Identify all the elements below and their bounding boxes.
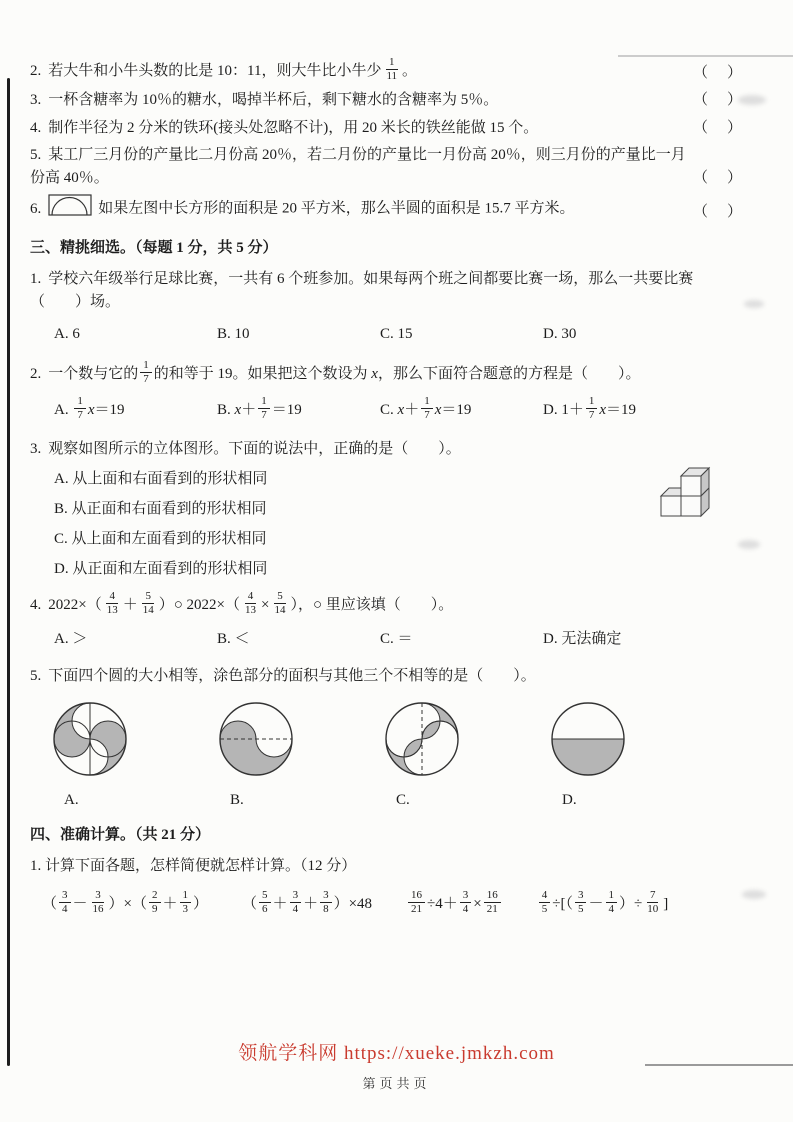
- option-a: A. 从上面和右面看到的形状相同: [54, 470, 268, 487]
- answer-bracket: （ ）: [692, 65, 744, 82]
- option-a: [54, 397, 217, 424]
- text-run: 制作半径为 2 分米的铁环(接头处忽略不计)，用 20 米长的铁丝能做 15 个。: [48, 119, 539, 136]
- section3-title: 三、精挑细选。（每题 1 分，共 5 分）: [30, 239, 278, 256]
- text-run: ＝19: [441, 402, 472, 419]
- text-run: ＝19: [271, 402, 302, 419]
- option-a: A. 6: [54, 326, 80, 343]
- option-a: A. ＞: [54, 631, 88, 647]
- question-number: 3.: [30, 441, 42, 458]
- math-variable: x: [371, 365, 378, 382]
- fraction: $\frac{3}{4}$: [59, 889, 71, 916]
- math-expression-3: [406, 888, 503, 918]
- cube-staircase-figure: [654, 460, 720, 528]
- question-number: 2.: [30, 365, 42, 382]
- text-run: ）×48: [333, 895, 373, 912]
- fraction: $\frac{2}{9}$: [149, 889, 161, 916]
- text-run: A.: [54, 402, 73, 419]
- fraction: $\frac{1}{7}$: [140, 359, 152, 386]
- text-run: ÷[（: [552, 895, 573, 912]
- semicircle-figure: [48, 194, 92, 224]
- question-text: 学校六年级举行足球比赛，一共有 6 个班参加。如果每两个班之间都要比赛一场，那么一共要比赛（ ）场。: [30, 270, 694, 311]
- watermark: 领航学科网 https://xueke.jmkzh.com: [238, 1043, 555, 1064]
- circle-option-b: [218, 701, 384, 813]
- math-variable: x: [599, 402, 607, 419]
- fraction: $\frac{16}{21}$: [408, 889, 425, 916]
- q2: [30, 358, 744, 388]
- text-run: ]: [663, 895, 669, 912]
- q5: [30, 665, 744, 688]
- text-run: ＝19: [94, 402, 125, 419]
- text-run: （: [42, 895, 58, 912]
- text-run: 若大牛和小牛头数的比是 10：11，则大牛比小牛少: [48, 63, 382, 80]
- text-run: C.: [380, 402, 398, 419]
- text-run: ＋: [241, 402, 257, 419]
- question-text: [48, 120, 538, 136]
- text-run: 一杯含糖率为 10％的糖水，喝掉半杯后，剩下糖水的含糖率为 5％。: [48, 92, 499, 109]
- option-d: D. 从正面和左面看到的形状相同: [54, 561, 268, 578]
- q5-figures: [30, 701, 744, 813]
- question-number: 3.: [30, 92, 42, 109]
- question-number: 4.: [30, 119, 42, 136]
- exam-content: [30, 58, 744, 918]
- judge-item-5: [30, 144, 744, 191]
- math-variable: x: [434, 402, 442, 419]
- text-run: 2022×（: [48, 596, 102, 613]
- text-run: 的和等于 19。如果把这个数设为: [153, 365, 372, 382]
- fraction: $\frac{16}{21}$: [484, 889, 501, 916]
- q4: [30, 589, 744, 619]
- answer-bracket: （ ）: [692, 204, 744, 221]
- scan-edge-artifact: [7, 78, 10, 1066]
- q2-options: [30, 397, 744, 424]
- option-c: [380, 397, 543, 424]
- question-text: [48, 56, 418, 83]
- fraction: $\frac{1}{4}$: [606, 889, 618, 916]
- question-text: [48, 589, 454, 616]
- fraction: $\frac{1}{7}$: [586, 395, 598, 422]
- option-c: C. ＝: [380, 631, 413, 647]
- math-variable: x: [397, 402, 405, 419]
- option-b: B. 10: [217, 326, 250, 343]
- fraction: $\frac{5}{14}$: [142, 589, 154, 616]
- scan-smudge: [744, 300, 764, 308]
- fraction: $\frac{1}{7}$: [74, 395, 86, 422]
- text-run: B.: [217, 402, 235, 419]
- text-run: －: [588, 895, 604, 912]
- text-run: 如果左图中长方形的面积是 20 平方米，那么半圆的面积是 15.7 平方米。: [98, 200, 575, 217]
- fraction: $\frac{1}{7}$: [258, 395, 270, 422]
- question-number: 5.: [30, 668, 42, 685]
- fraction: $\frac{1}{3}$: [180, 889, 192, 916]
- scan-smudge: [742, 890, 766, 899]
- text-run: （: [242, 895, 258, 912]
- text-run: ）÷: [619, 895, 643, 912]
- fraction: $\frac{3}{16}$: [92, 888, 104, 915]
- option-b: B. ＜: [217, 631, 250, 647]
- fraction: $\frac{7}{10}$: [647, 888, 659, 915]
- question-text: 观察如图所示的立体图形。下面的说法中，正确的是（ ）。: [48, 441, 461, 458]
- figure-label: B.: [230, 791, 244, 808]
- scan-edge-artifact: [618, 55, 793, 57]
- fraction: $\frac{1}{11}$: [386, 56, 398, 83]
- math-variable: x: [234, 402, 242, 419]
- fraction: $\frac{3}{5}$: [575, 889, 587, 916]
- q3: [30, 438, 744, 581]
- q1-options: [30, 323, 744, 346]
- text-run: ）○ 2022×（: [158, 596, 241, 613]
- judge-item-6: [30, 194, 744, 224]
- text-run: ＋: [303, 895, 319, 912]
- calc-instruction: 1. 计算下面各题，怎样简便就怎样计算。（12 分）: [30, 858, 357, 875]
- true-false-section: [30, 58, 744, 225]
- option-d: [543, 397, 636, 424]
- circle-option-c: [384, 701, 550, 813]
- pinwheel-figure-c: [384, 701, 460, 777]
- fraction: $\frac{5}{6}$: [259, 889, 271, 916]
- q3-options: [30, 468, 624, 582]
- page-number: 第页共页: [362, 1076, 431, 1091]
- text-run: 一个数与它的: [48, 365, 139, 382]
- figure-label: C.: [396, 791, 410, 808]
- text-run: ），○ 里应该填（ ）。: [290, 596, 454, 613]
- text-run: D. 1＋: [543, 402, 584, 419]
- text-run: ＋: [122, 596, 138, 613]
- math-expression-1: [42, 888, 209, 918]
- math-variable: x: [87, 402, 95, 419]
- text-run: 某工厂三月份的产量比二月份高 20％，若二月份的产量比一月份高 20％，则三月份的产量比一月份高 40％。: [30, 146, 686, 187]
- option-d: D. 无法确定: [543, 631, 622, 647]
- figure-label: A.: [64, 791, 79, 808]
- fraction: $\frac{5}{14}$: [274, 589, 286, 616]
- option-b: [217, 397, 380, 424]
- text-run: ×: [261, 596, 270, 613]
- question-number: 1.: [30, 270, 42, 287]
- text-run: ×: [473, 895, 482, 912]
- circle-option-a: [52, 701, 218, 813]
- fraction: $\frac{3}{4}$: [290, 889, 302, 916]
- text-run: ÷4＋: [427, 895, 458, 912]
- answer-bracket: （ ）: [692, 170, 744, 187]
- circle-option-d: [550, 701, 716, 813]
- question-text: [98, 201, 574, 217]
- option-c: C. 从上面和左面看到的形状相同: [54, 531, 267, 548]
- judge-item-3: [30, 89, 744, 112]
- fraction: $\frac{4}{13}$: [245, 589, 257, 616]
- math-expression-2: [242, 888, 373, 918]
- question-number: 2.: [30, 63, 42, 80]
- question-text: [48, 92, 498, 108]
- question-number: 4.: [30, 596, 42, 613]
- figure-label: D.: [562, 791, 577, 808]
- option-d: D. 30: [543, 326, 577, 343]
- question-number: 6.: [30, 200, 42, 217]
- fraction: $\frac{4}{13}$: [106, 589, 118, 616]
- q4-options: [30, 628, 744, 651]
- question-text: [30, 147, 686, 186]
- text-run: －: [72, 895, 88, 912]
- judge-item-4: [30, 117, 744, 140]
- text-run: ＋: [162, 895, 178, 912]
- text-run: ）: [193, 895, 209, 912]
- option-b: B. 从正面和右面看到的形状相同: [54, 500, 267, 517]
- q1: [30, 268, 744, 315]
- question-number: 5.: [30, 146, 42, 163]
- s-curve-figure-b: [218, 701, 294, 777]
- fraction: $\frac{3}{8}$: [320, 889, 332, 916]
- section4-title: 四、准确计算。（共 21 分）: [30, 827, 211, 843]
- answer-bracket: （ ）: [692, 92, 744, 109]
- text-run: 。: [402, 63, 418, 80]
- text-run: ）×（: [108, 895, 147, 912]
- question-text: [48, 358, 641, 385]
- text-run: ＝19: [606, 402, 637, 419]
- pinwheel-figure-a: [52, 701, 128, 777]
- question-text: 下面四个圆的大小相等，涂色部分的面积与其他三个不相等的是（ ）。: [48, 668, 536, 685]
- fraction: $\frac{4}{5}$: [539, 889, 551, 916]
- text-run: ＋: [272, 895, 288, 912]
- math-expression-4: [537, 888, 669, 918]
- fraction: $\frac{3}{4}$: [460, 889, 472, 916]
- text-run: ，那么下面符合题意的方程是（ ）。: [377, 365, 641, 382]
- calc-expressions: [30, 888, 744, 918]
- judge-item-2: [30, 58, 744, 85]
- answer-bracket: （ ）: [692, 119, 744, 136]
- option-c: C. 15: [380, 326, 413, 343]
- text-run: ＋: [404, 402, 420, 419]
- fraction: $\frac{1}{7}$: [421, 395, 433, 422]
- half-shaded-figure-d: [550, 701, 626, 777]
